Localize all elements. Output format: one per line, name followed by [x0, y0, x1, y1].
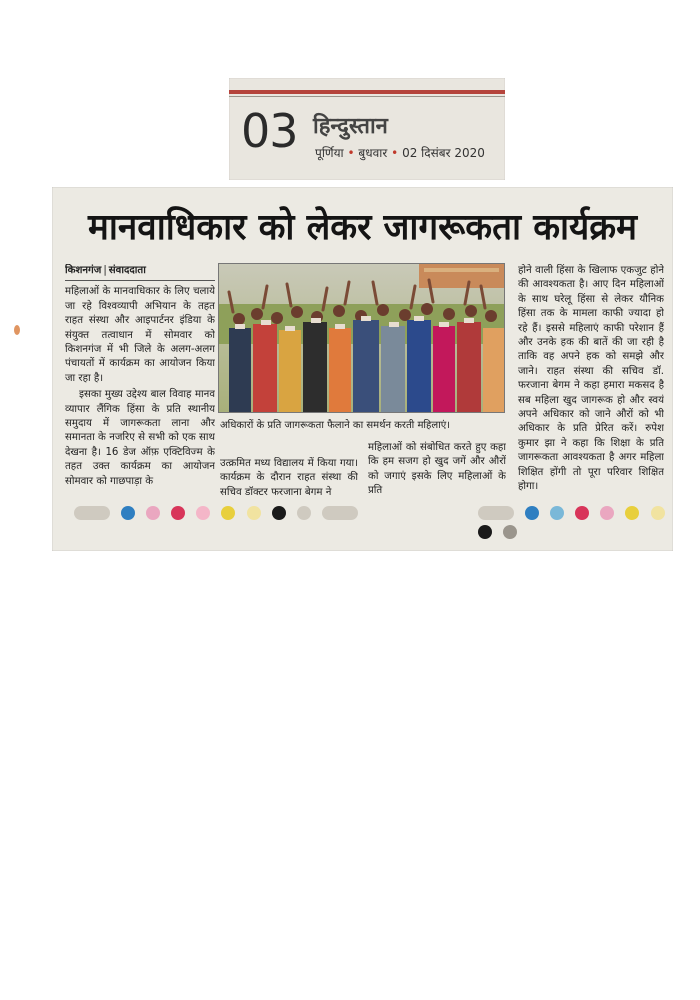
registration-mark [196, 506, 210, 520]
article-paragraph: उत्क्रमित मध्य विद्यालय में किया गया। कार्यक्रम के दौरान राहत संस्था की सचिव डॉक्टर फरजाना बेगम ने [220, 458, 358, 498]
registration-mark [478, 506, 514, 520]
dateline-separator: • [391, 146, 399, 160]
newspaper-name: हिन्दुस्तान [313, 114, 388, 139]
article-paragraph: होने वाली हिंसा के खिलाफ एकजुट होने की आवश्यकता है। आए दिन महिलाओं के साथ घरेलू हिंसा से लेकर यौनिक हिंसा तक के मामला काफी ज्यादा हो रहे हैं। इससे महिलाएं काफी परेशान हैं और उनके हक की बातें की जा रही है ताकि वह अपने हक को समझे और जाने। राहत संस्था की सचिव डॉ. फरजाना बेगम ने कहा हमारा मकसद है सब महिला खुद जागरूक हो और स्वयं अपने अधिकार को जाने औरों को भी अधिकार के प्रति प्रेरित करें। रुपेश कुमार झा ने कहा कि शिक्षा के प्रति जागरूकता आवश्यकता है अगर महिला शिक्षित होंगी तो पूरा परिवार शिक्षित होगा। [518, 265, 664, 493]
registration-mark [146, 506, 160, 520]
article-clipping [52, 187, 673, 551]
registration-mark [322, 506, 358, 520]
registration-mark [625, 506, 639, 520]
registration-mark [247, 506, 261, 520]
article-column-1 [65, 264, 215, 494]
dateline-day: बुधवार [358, 146, 388, 160]
dateline-date: 02 दिसंबर 2020 [402, 146, 485, 160]
article-paragraph: महिलाओं को संबोधित करते हुए कहा कि हम सजग हो खुद जगें और औरों को जगाएं इसके लिए महिलाओं के प्रति [368, 442, 506, 497]
dateline-city: पूर्णिया [315, 146, 344, 160]
byline [65, 264, 215, 281]
masthead-clipping [229, 78, 505, 180]
ink-smudge [14, 325, 20, 335]
byline-reporter: संवाददाता [108, 265, 146, 276]
registration-mark [272, 506, 286, 520]
masthead-thin-rule [229, 96, 505, 97]
registration-mark [297, 506, 311, 520]
photo-caption: अधिकारों के प्रति जागरूकता फैलाने का समर्थन करती महिलाएं। [220, 420, 451, 431]
byline-separator: | [103, 265, 107, 276]
registration-marks-right [478, 502, 673, 526]
masthead-rule [229, 90, 505, 94]
byline-place: किशनगंज [65, 265, 102, 276]
registration-mark [121, 506, 135, 520]
group-photo-illustration [219, 264, 504, 412]
registration-mark [651, 506, 665, 520]
registration-mark [525, 506, 539, 520]
registration-mark [600, 506, 614, 520]
registration-mark [221, 506, 235, 520]
article-paragraph: इसका मुख्य उद्देश्य बाल विवाह मानव व्यापार लैंगिक हिंसा के प्रति स्थानीय समुदाय में जागरूकता लाना और समानता के नजरिए से सभी को एक साथ देखना है। 16 डेज ऑफ़ एक्टिविज्म के तहत उक्त कार्यक्रम का आयोजन सोमवार को गाछपाड़ा के [65, 389, 215, 487]
registration-mark [171, 506, 185, 520]
registration-mark [74, 506, 110, 520]
registration-mark [550, 506, 564, 520]
registration-mark [478, 525, 492, 539]
article-column-4 [518, 264, 664, 509]
headline: मानवाधिकार को लेकर जागरूकता कार्यक्रम [87, 207, 638, 248]
registration-mark [503, 525, 517, 539]
registration-mark [575, 506, 589, 520]
registration-marks-left [74, 502, 364, 526]
article-paragraph: महिलाओं के मानवाधिकार के लिए चलाये जा रहे विश्वव्यापी अभियान के तहत राहत संस्था और आइपार्टनर इंडिया के संयुक्त तत्वाधान में सोमवार को किशनगंज में भी जिले के अलग-अलग पंचायतों में कार्यक्रम का आयोजन किया जा रहा है। [65, 286, 215, 384]
dateline-separator: • [347, 146, 355, 160]
dateline [315, 144, 485, 161]
page-number: 03 [241, 104, 298, 158]
article-column-3 [368, 441, 506, 509]
news-photo [218, 263, 505, 413]
